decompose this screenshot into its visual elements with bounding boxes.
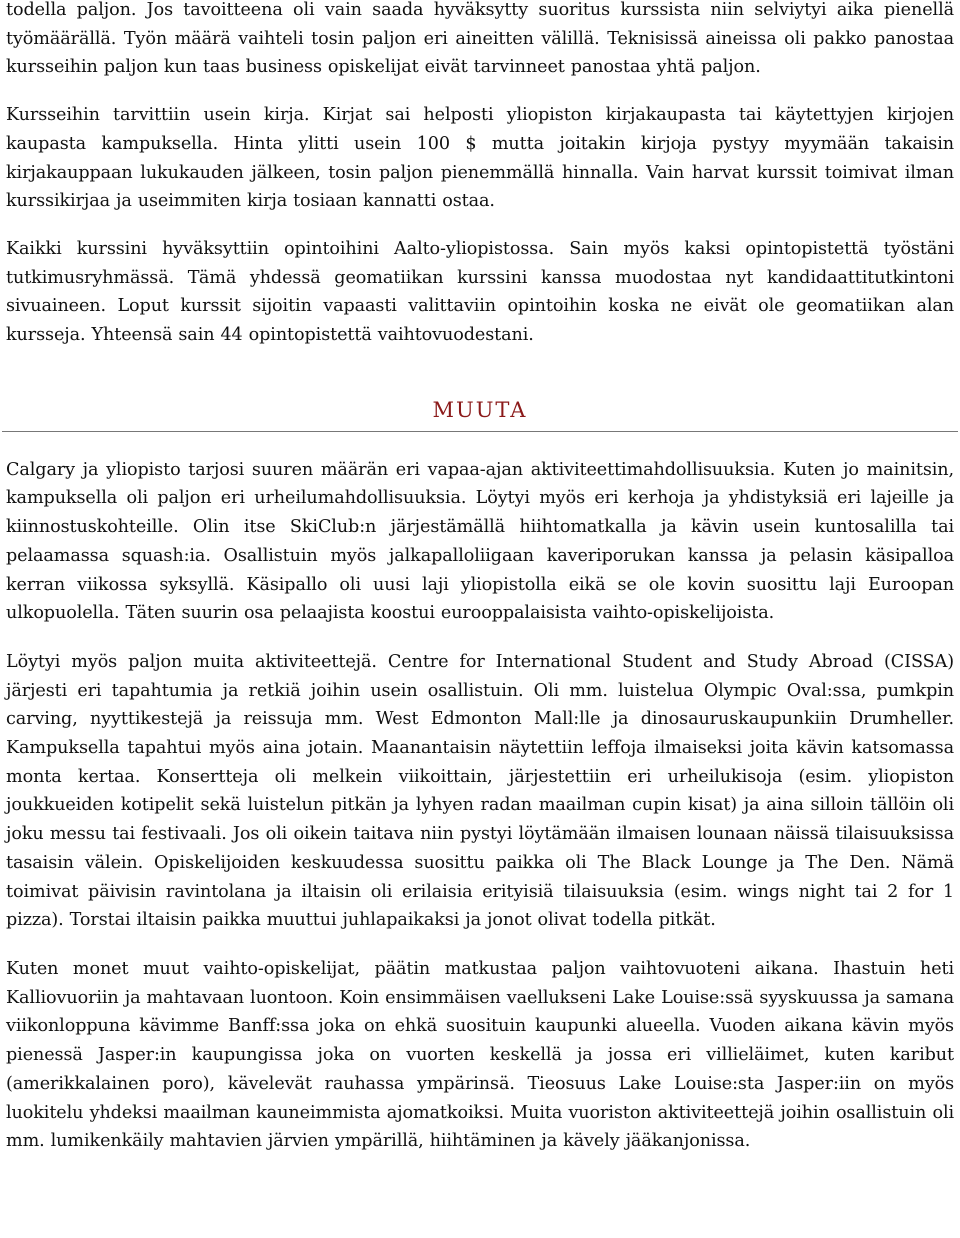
paragraph-travel: Kuten monet muut vaihto-opiskelijat, päätin matkustaa paljon vaihtovuoteni aikana. Ihastuin heti Kalliovuoriin ja mahtavaan luontoon. Koin ensimmäisen vaellukseni Lake Louise:ssä syyskuussa ja samana viikonloppuna kävimme Banff:ssa joka on ehkä suosituin kaupunki alueella. Vuoden aikana kävin myös pienessä Jasper:in kaupungissa joka on vuorten keskellä ja jossa eri villieläimet, kuten karibut (amerikkalainen poro), kävelevät rauhassa ympärinsä. Tieosuus Lake Louise:sta Jasper:iin on myös luokitelu yhdeksi maailman kauneimmista ajomatkoiksi. Muita vuoriston aktiviteettejä joihin osallistuin oli mm. lumikenkäily mahtavien järvien ympärillä, hiihtäminen ja kävely jääkanjonissa. — [6, 958, 954, 1152]
section-title: MUUTA — [432, 397, 528, 422]
section-header — [6, 396, 954, 432]
document-page — [6, 0, 954, 1156]
paragraph-credits: Kaikki kurssini hyväksyttiin opintoihini Aalto-yliopistossa. Sain myös kaksi opintopistettä työstäni tutkimusryhmässä. Tämä yhdessä geomatiikan kurssini kanssa muodostaa nyt kandidaattitutkintoni sivuaineen. Loput kurssit sijoitin vapaasti valittaviin opintoihin koska ne eivät ole geomatiikan alan kursseja. Yhteensä sain 44 opintopistettä vaihtovuodestani. — [6, 238, 954, 346]
paragraph-course-workload: todella paljon. Jos tavoitteena oli vain saada hyväksytty suoritus kurssista niin selviytyi aika pienellä työmäärällä. Työn määrä vaihteli tosin paljon eri aineitten välillä. Teknisissä aineissa oli pakko panostaa kursseihin paljon kun taas business opiskelijat eivät tarvinneet panostaa yhtä paljon. — [6, 0, 954, 78]
paragraph-calgary-activities: Calgary ja yliopisto tarjosi suuren määrän eri vapaa-ajan aktiviteettimahdollisuuksia. Kuten jo mainitsin, kampuksella oli paljon eri urheilumahdollisuuksia. Löytyi myös eri kerhoja ja yhdistyksiä eri lajeille ja kiinnostuskohteille. Olin itse SkiClub:n järjestämällä hiihtomatkalla ja kävin usein kuntosalilla tai pelaamassa squash:ia. Osallistuin myös jalkapalloliigaan kaveriporukan kanssa ja pelasin käsipalloa kerran viikossa syksyllä. Käsipallo oli uusi laji yliopistolla eikä se ole kovin suosittu laji Euroopan ulkopuolella. Täten suurin osa pelaajista koostui eurooppalaisista vaihto-opiskelijoista. — [6, 459, 954, 624]
paragraph-course-books: Kursseihin tarvittiin usein kirja. Kirjat sai helposti yliopiston kirjakaupasta tai käytettyjen kirjojen kaupasta kampuksella. Hinta ylitti usein 100 $ mutta joitakin kirjoja pystyy myymään takaisin kirjakauppaan lukukauden jälkeen, tosin paljon pienemmällä hinnalla. Vain harvat kurssit toimivat ilman kurssikirjaa ja useimmiten kirja tosiaan kannatti ostaa. — [6, 105, 954, 212]
paragraph-other-activities: Löytyi myös paljon muita aktiviteettejä. Centre for International Student and Study Abroad (CISSA) järjesti eri tapahtumia ja retkiä joihin usein osallistuin. Oli mm. luistelua Olympic Oval:ssa, pumkpin carving, nyyttikestejä ja reissuja mm. West Edmonton Mall:lle ja dinosauruskaupunkiin Drumheller. Kampuksella tapahtui myös aina jotain. Maanantaisin näytettiin leffoja ilmaiseksi joita kävin katsomassa monta kertaa. Konsertteja oli melkein viikoittain, järjestettiin eri urheilukisoja (esim. yliopiston joukkueiden kotipelit sekä luistelun pitkän ja lyhyen radan maailman cupin kisat) ja aina silloin tällöin oli joku messu tai festivaali. Jos oli oikein taitava niin pystyi löytämään ilmaisen lounaan näissä tilaisuuksissa tasaisin välein. Opiskelijoiden keskuudessa suosittu paikka oli The Black Lounge ja The Den. Nämä toimivat päivisin ravintolana ja iltaisin oli erilaisia erityisiä tilaisuuksia (esim. wings night tai 2 for 1 pizza). Torstai iltaisin paikka muuttui juhlapaikaksi ja jonot olivat todella pitkät. — [6, 651, 954, 931]
section-divider — [2, 431, 958, 432]
